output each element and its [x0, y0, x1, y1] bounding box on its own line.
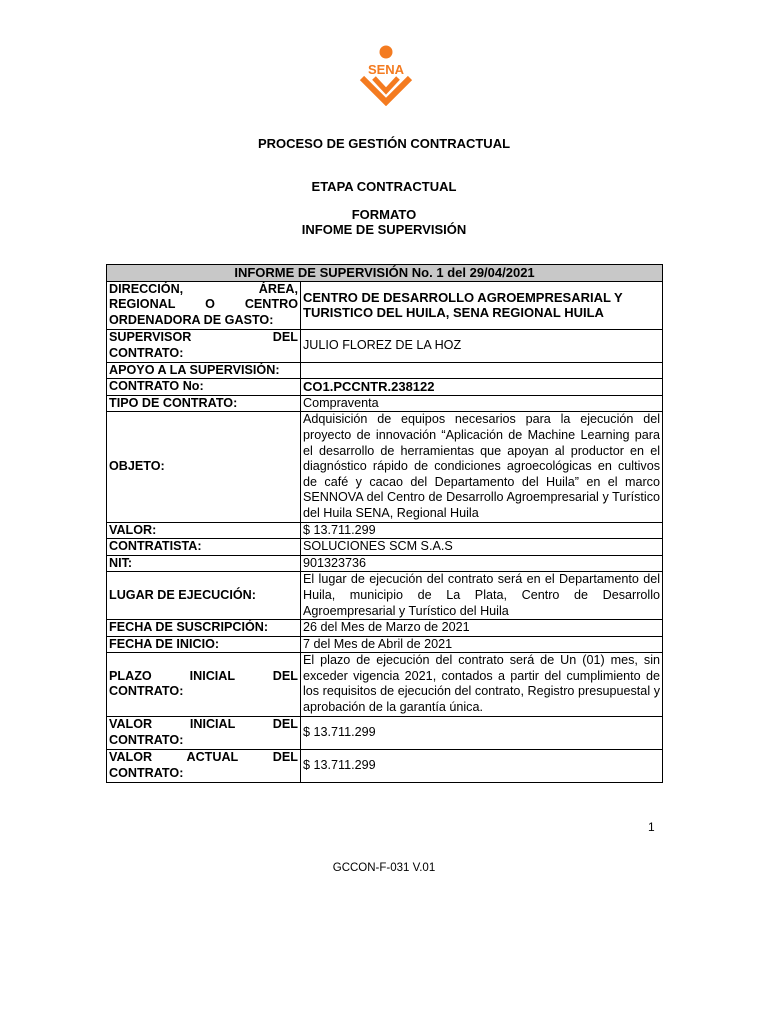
row-label-fecha-suscripcion: FECHA DE SUSCRIPCIÓN:: [107, 620, 301, 637]
row-label-objeto: OBJETO:: [107, 412, 301, 522]
table-row: [107, 572, 663, 620]
row-label-valor-actual: VALOR ACTUAL DEL CONTRATO:: [107, 749, 301, 782]
table-row: [107, 636, 663, 653]
report-name: INFOME DE SUPERVISIÓN: [301, 222, 467, 237]
table-row: [107, 716, 663, 749]
sena-logo: [356, 44, 416, 106]
row-value-supervisor: JULIO FLOREZ DE LA HOZ: [301, 329, 663, 362]
row-label-lugar: LUGAR DE EJECUCIÓN:: [107, 572, 301, 620]
table-row: [107, 653, 663, 716]
table-row: [107, 412, 663, 522]
row-value-plazo: El plazo de ejecución del contrato será de Un (01) mes, sin exceder vigencia 2021, contados a partir del cumplimiento de los requisitos de ejecución del contrato, Registro presupuestal y aprobación de la garantía única.: [301, 653, 663, 716]
row-value-fecha-suscripcion: 26 del Mes de Marzo de 2021: [301, 620, 663, 637]
table-row: [107, 749, 663, 782]
row-label-direccion: DIRECCIÓN, ÁREA, REGIONAL O CENTRO ORDENADORA DE GASTO:: [107, 281, 301, 329]
row-label-supervisor: SUPERVISOR DEL CONTRATO:: [107, 329, 301, 362]
row-label-apoyo: APOYO A LA SUPERVISIÓN:: [107, 362, 301, 379]
row-label-tipo: TIPO DE CONTRATO:: [107, 395, 301, 412]
row-label-valor-inicial: VALOR INICIAL DEL CONTRATO:: [107, 716, 301, 749]
row-value-contratista: SOLUCIONES SCM S.A.S: [301, 539, 663, 556]
row-label-fecha-inicio: FECHA DE INICIO:: [107, 636, 301, 653]
row-label-nit: NIT:: [107, 555, 301, 572]
row-value-fecha-inicio: 7 del Mes de Abril de 2021: [301, 636, 663, 653]
process-title: PROCESO DE GESTIÓN CONTRACTUAL: [257, 136, 511, 151]
table-row: [107, 362, 663, 379]
row-label-valor: VALOR:: [107, 522, 301, 539]
row-value-apoyo: [301, 362, 663, 379]
row-label-contratista: CONTRATISTA:: [107, 539, 301, 556]
table-row: [107, 281, 663, 329]
row-value-valor: $ 13.711.299: [301, 522, 663, 539]
stage-title: ETAPA CONTRACTUAL: [311, 179, 457, 194]
row-value-lugar: El lugar de ejecución del contrato será en el Departamento del Huila, municipio de La Plata, Centro de Desarrollo Agroempresarial y Turístico del Huila: [301, 572, 663, 620]
table-row: [107, 620, 663, 637]
table-row: [107, 379, 663, 396]
format-title: FORMATO: [351, 207, 417, 222]
table-header-row: [107, 265, 663, 282]
row-value-objeto: Adquisición de equipos necesarios para la ejecución del proyecto de innovación “Aplicación de Machine Learning para el desarrollo de herramientas que apoyan al productor en el diagnóstico rápido de condiciones agroecológicas en cultivos de café y cacao del Departamento del Huila” en el marco SENNOVA del Centro de Desarrollo Agroempresarial y Turístico del Huila SENA, Regional Huila: [301, 412, 663, 522]
row-value-valor-inicial: $ 13.711.299: [301, 716, 663, 749]
table-row: [107, 555, 663, 572]
table-row: [107, 329, 663, 362]
table-row: [107, 395, 663, 412]
row-value-tipo: Compraventa: [301, 395, 663, 412]
report-title: INFORME DE SUPERVISIÓN No. 1 del 29/04/2021: [107, 265, 663, 282]
row-label-plazo: PLAZO INICIAL DEL CONTRATO:: [107, 653, 301, 716]
row-value-nit: 901323736: [301, 555, 663, 572]
table-row: [107, 539, 663, 556]
row-value-valor-actual: $ 13.711.299: [301, 749, 663, 782]
supervision-report-table: [106, 264, 663, 783]
logo-text: SENA: [367, 62, 405, 77]
footer-code: GCCON-F-031 V.01: [332, 862, 436, 874]
row-value-contrato-no: CO1.PCCNTR.238122: [301, 379, 663, 396]
table-row: [107, 522, 663, 539]
page-number: 1: [648, 820, 655, 834]
row-label-contrato-no: CONTRATO No:: [107, 379, 301, 396]
row-value-direccion: CENTRO DE DESARROLLO AGROEMPRESARIAL Y TURISTICO DEL HUILA, SENA REGIONAL HUILA: [301, 281, 663, 329]
